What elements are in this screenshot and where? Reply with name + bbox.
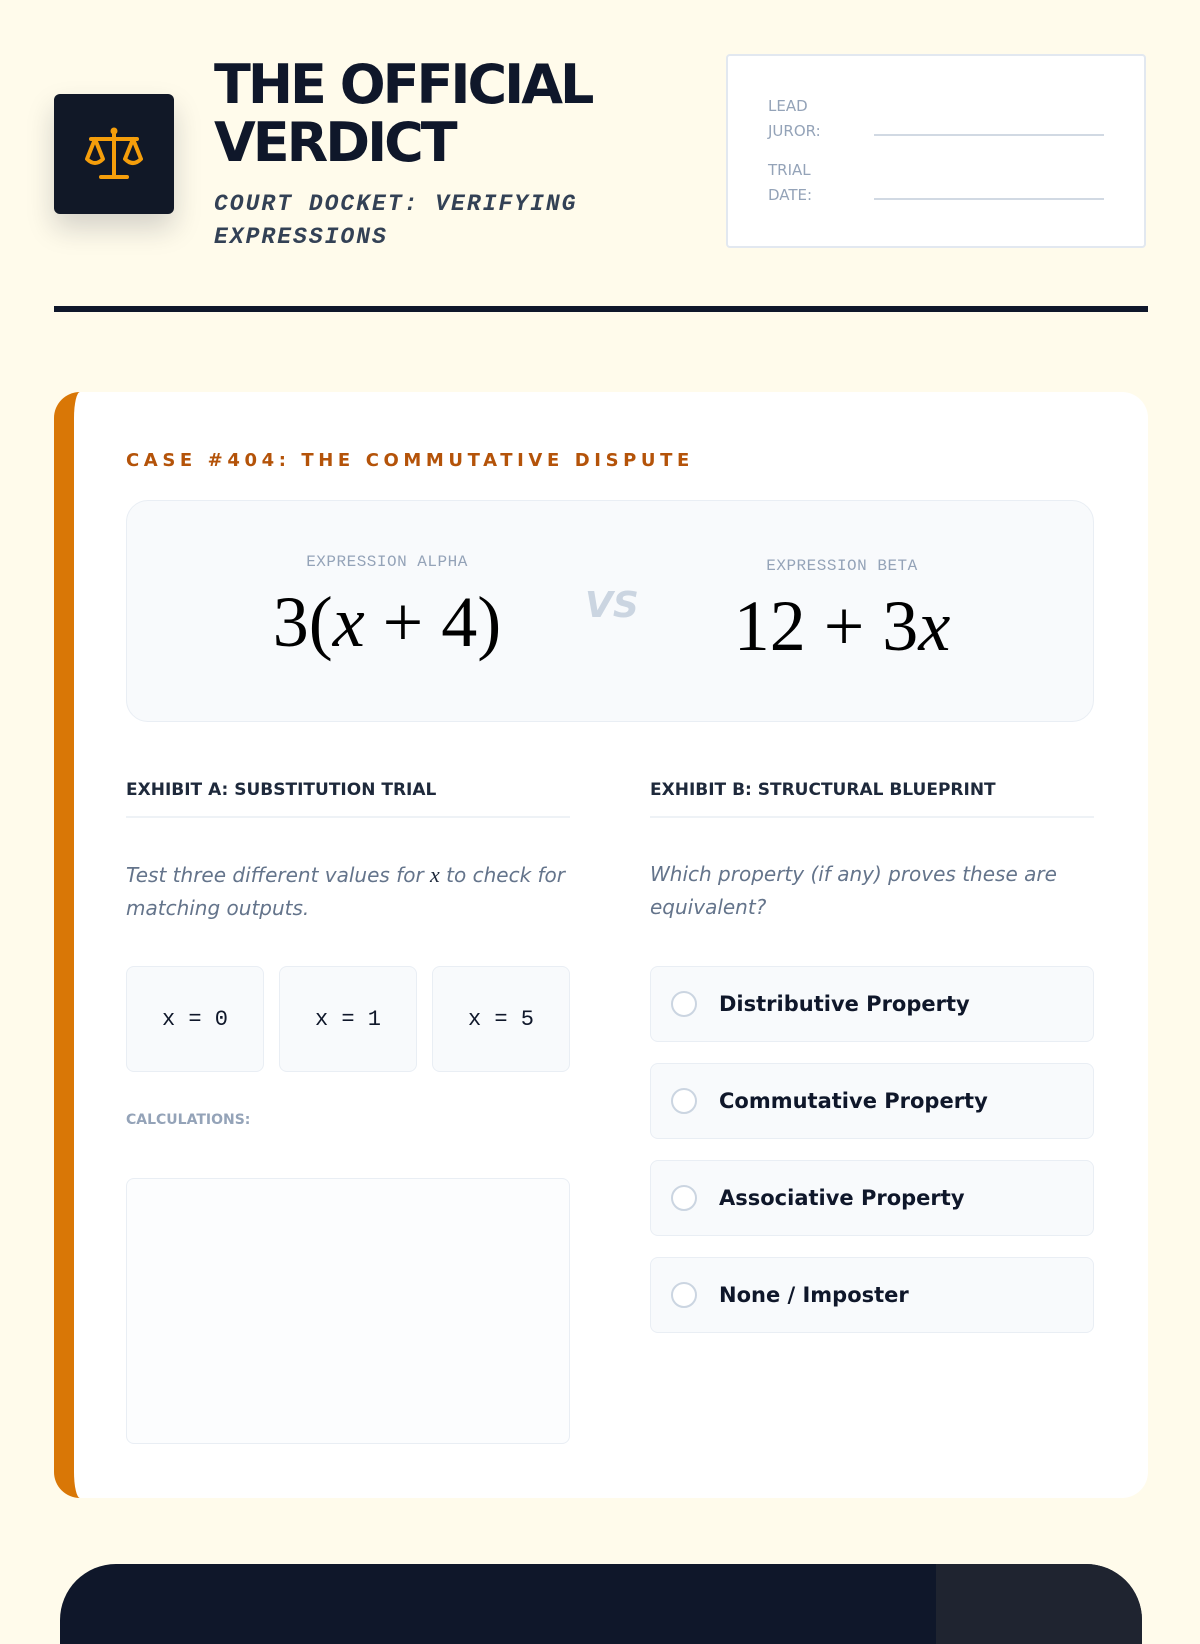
radio-button[interactable] xyxy=(671,1282,697,1308)
radio-button[interactable] xyxy=(671,1088,697,1114)
verdict-panel xyxy=(60,1564,1142,1644)
logo-badge xyxy=(54,94,174,214)
exhibit-a-instruction: Test three different values for x to check for matching outputs. xyxy=(126,862,566,920)
lead-juror-field[interactable] xyxy=(874,134,1104,136)
expression-beta xyxy=(697,557,987,669)
header-divider xyxy=(54,306,1148,312)
verdict-panel-accent xyxy=(936,1564,1142,1644)
calculations-area[interactable] xyxy=(126,1178,570,1444)
substitution-value-1[interactable]: x = 1 xyxy=(279,966,417,1072)
juror-info-card xyxy=(726,54,1146,248)
exhibit-b-instruction: Which property (if any) proves these are equivalent? xyxy=(650,862,1057,919)
expression-comparison xyxy=(126,500,1094,722)
lead-juror-label: LEAD JUROR: xyxy=(768,97,821,140)
lead-juror-row xyxy=(768,94,1104,144)
exhibit-b-heading: EXHIBIT B: STRUCTURAL BLUEPRINT xyxy=(650,780,1094,818)
substitution-value-5[interactable]: x = 5 xyxy=(432,966,570,1072)
option-label: Commutative Property xyxy=(719,1089,988,1113)
expression-beta-math: 12 + 3x xyxy=(733,586,951,666)
exhibit-a-heading: EXHIBIT A: SUBSTITUTION TRIAL xyxy=(126,780,570,818)
expression-alpha-math: 3(x + 4) xyxy=(272,582,502,662)
option-label: Associative Property xyxy=(719,1186,965,1210)
page-title: THE OFFICIAL VERDICT xyxy=(214,53,592,174)
scales-icon xyxy=(83,125,145,183)
case-title: CASE #404: THE COMMUTATIVE DISPUTE xyxy=(126,450,694,471)
substitution-value-0[interactable]: x = 0 xyxy=(126,966,264,1072)
option-distributive[interactable] xyxy=(650,966,1094,1042)
expression-alpha xyxy=(237,553,537,665)
expression-beta-label: EXPRESSION BETA xyxy=(766,557,918,575)
radio-button[interactable] xyxy=(671,991,697,1017)
trial-date-field[interactable] xyxy=(874,198,1104,200)
expression-alpha-label: EXPRESSION ALPHA xyxy=(306,553,468,571)
radio-button[interactable] xyxy=(671,1185,697,1211)
calculations-label: CALCULATIONS: xyxy=(126,1112,251,1128)
case-card xyxy=(54,392,1148,1498)
docket-subtitle: COURT DOCKET: VERIFYING EXPRESSIONS xyxy=(214,191,578,250)
trial-date-row xyxy=(768,158,1104,208)
option-label: Distributive Property xyxy=(719,992,970,1016)
option-none-imposter[interactable] xyxy=(650,1257,1094,1333)
option-associative[interactable] xyxy=(650,1160,1094,1236)
option-label: None / Imposter xyxy=(719,1283,909,1307)
vs-label: VS xyxy=(585,585,639,626)
option-commutative[interactable] xyxy=(650,1063,1094,1139)
trial-date-label: TRIAL DATE: xyxy=(768,161,813,204)
